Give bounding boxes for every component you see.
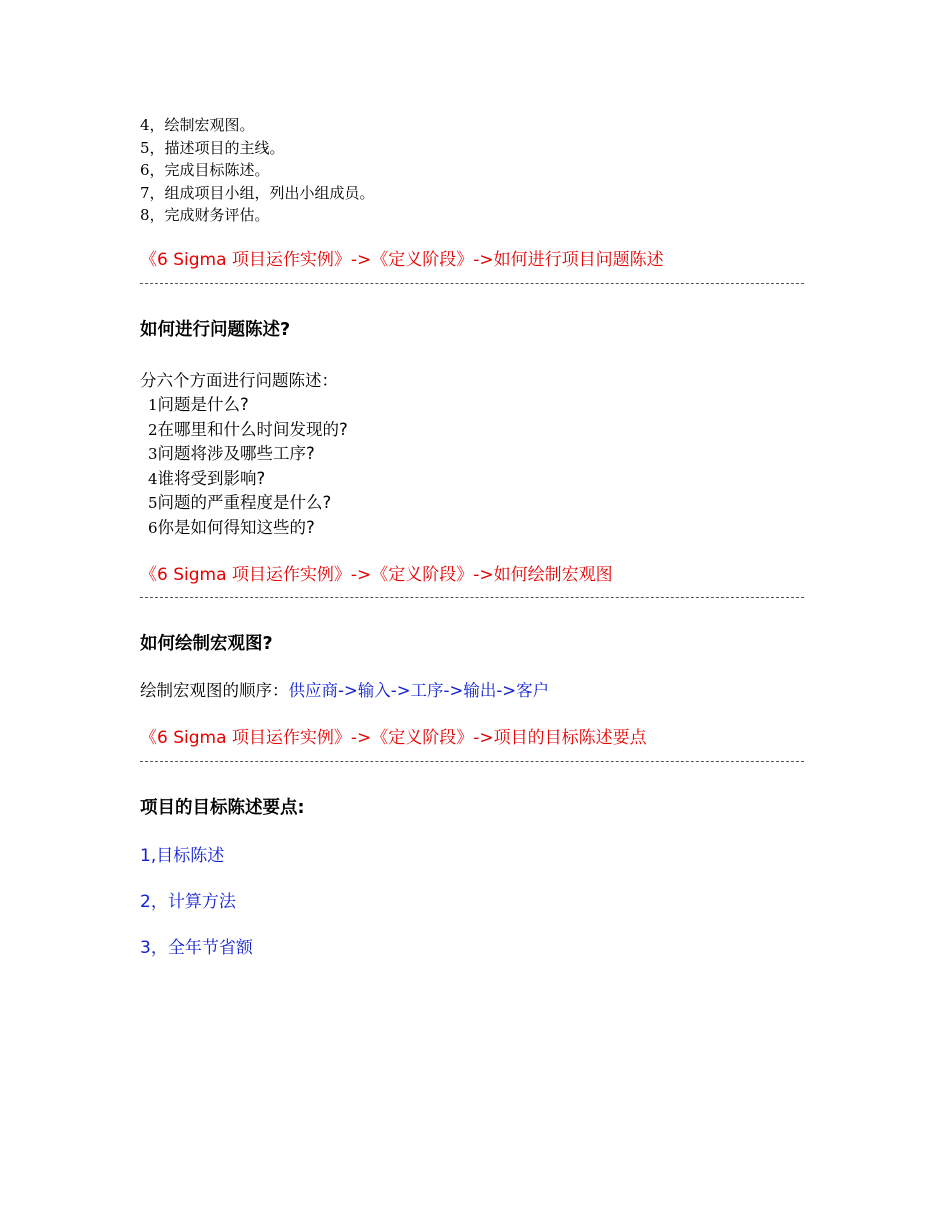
question-number: 5	[148, 494, 158, 512]
question-list	[148, 393, 348, 540]
breadcrumb-link-goal-statement[interactable]: 《6 Sigma 项目运作实例》->《定义阶段》->项目的目标陈述要点	[140, 728, 647, 748]
list-item: 8，完成财务评估。	[140, 206, 270, 224]
list-item	[148, 516, 348, 541]
question-text: 在哪里和什么时间发现的?	[157, 419, 348, 439]
question-number: 1	[148, 396, 158, 414]
list-item: 4，绘制宏观图。	[140, 116, 255, 134]
question-number: 4	[148, 469, 158, 488]
list-item: 7，组成项目小组，列出小组成员。	[140, 183, 375, 202]
macro-map-sequence-label: 绘制宏观图的顺序：	[140, 681, 289, 700]
goal-item: 1,目标陈述	[140, 846, 225, 866]
list-item	[148, 393, 348, 418]
question-text: 问题将涉及哪些工序?	[157, 444, 315, 463]
question-text: 你是如何得知这些的?	[157, 517, 315, 537]
list-item	[148, 467, 348, 492]
question-number: 3	[148, 445, 158, 463]
section-heading-goal-statement: 项目的目标陈述要点:	[140, 798, 305, 818]
steps-list	[140, 114, 820, 227]
list-item	[148, 442, 348, 467]
section-divider	[140, 761, 804, 762]
list-item	[148, 491, 348, 516]
list-item: 6，完成目标陈述。	[140, 161, 270, 179]
list-item	[148, 418, 348, 443]
question-text: 问题是什么?	[157, 395, 249, 414]
question-text: 谁将受到影响?	[157, 468, 266, 488]
section-heading-macro-map: 如何绘制宏观图?	[140, 634, 273, 654]
question-number: 2	[148, 420, 158, 439]
goal-item: 3，全年节省额	[140, 938, 253, 958]
section-divider	[140, 283, 804, 284]
question-number: 6	[148, 518, 158, 537]
problem-statement-intro: 分六个方面进行问题陈述：	[140, 371, 338, 390]
breadcrumb-link-macro-map[interactable]: 《6 Sigma 项目运作实例》->《定义阶段》->如何绘制宏观图	[140, 565, 613, 585]
section-heading-problem-statement: 如何进行问题陈述?	[140, 320, 291, 340]
macro-map-sequence-line	[140, 679, 549, 703]
macro-map-sequence: 供应商->输入->工序->输出->客户	[288, 681, 550, 700]
list-item: 5，描述项目的主线。	[140, 138, 285, 157]
section-divider	[140, 597, 804, 598]
breadcrumb-link-problem-statement[interactable]: 《6 Sigma 项目运作实例》->《定义阶段》->如何进行项目问题陈述	[140, 250, 664, 270]
question-text: 问题的严重程度是什么?	[157, 493, 332, 512]
goal-item: 2，计算方法	[140, 892, 236, 912]
